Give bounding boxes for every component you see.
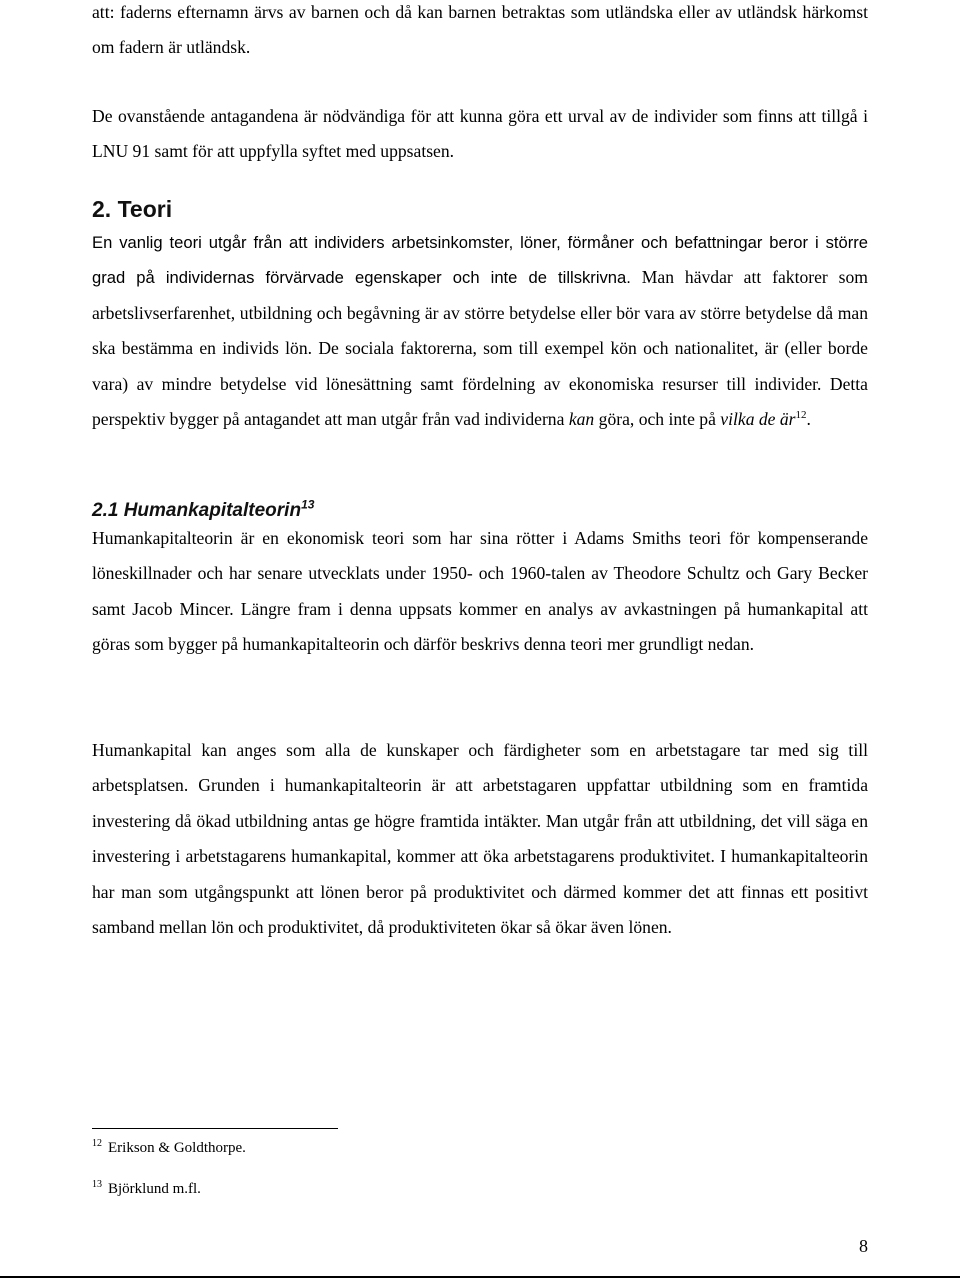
footnote-divider [92, 1128, 338, 1129]
footnote-number: 13 [92, 1179, 102, 1190]
paragraph-humankapitalteorin-1: Humankapitalteorin är en ekonomisk teori som har sina rötter i Adams Smiths teori för kompenserande löneskillnader och har senare utvecklats under 1950- och 1960-talen av Theodore Schultz och Gary Becker samt Jacob Mincer. Längre fram i denna uppsats kommer en analys av avkastningen på humankapital att göras som bygger på humankapitalteorin och därför beskrivs denna teori mer grundligt nedan. [92, 528, 868, 655]
paragraph-teori-sans-part: En vanlig teori utgår från att individers arbetsinkomster, löner, förmåner och befattningar beror i större grad på individernas förvärvade egenskaper och inte de tillskrivna. [92, 233, 868, 288]
section-heading-teori: 2. Teori [92, 196, 173, 222]
page-bottom-rule [0, 1276, 960, 1278]
footnote-12 [92, 1138, 246, 1158]
footnote-text: Björklund m.fl. [108, 1181, 201, 1197]
italic-kan: kan [568, 409, 595, 430]
paragraph-teori-serif-part: Man hävdar att faktorer som arbetslivserfarenhet, utbildning och begåvning är av större betydelse eller bör vara av större betydelse då man ska bestämma en individs lön. De sociala faktorerna, som till exempel kön och nationalitet, är (eller borde vara) av mindre betydelse vid lönesättning samt fördelning av ekonomiska resurser till individer. Detta perspektiv bygger på antagandet att man utgår från vad individerna [92, 267, 868, 430]
paragraph-teori [92, 225, 868, 437]
paragraph-continued: att: faderns efternamn ärvs av barnen och då kan barnen betraktas som utländska eller av utländsk härkomst om fadern är utländsk. [92, 2, 868, 58]
footnote-ref-12[interactable]: 12 [795, 409, 807, 422]
page-number: 8 [859, 1236, 868, 1256]
paragraph-humankapitalteorin-2: Humankapital kan anges som alla de kunskaper och färdigheter som en arbetstagare tar med sig till arbetsplatsen. Grunden i humankapitalteorin är att arbetstagaren uppfattar utbildning som en framtida investering då ökad utbildning antas ge högre framtida intäkter. Man utgår från att utbildning, det vill säga en investering i arbetstagarens humankapital, kommer att öka arbetstagarens produktivitet. I humankapitalteorin har man som utgångspunkt att lönen beror på produktivitet och därmed kommer det att finnas ett positivt samband mellan lön och produktivitet, då produktiviteten ökar så ökar även lönen. [92, 740, 868, 938]
footnote-13 [92, 1179, 201, 1199]
footnote-ref-13[interactable]: 13 [301, 497, 315, 512]
footnote-text: Erikson & Goldthorpe. [108, 1140, 246, 1156]
paragraph-teori-end: . [806, 409, 811, 430]
section-heading-humankapitalteorin-text: 2.1 Humankapitalteorin [92, 500, 302, 521]
paragraph-assumptions: De ovanstående antagandena är nödvändiga för att kunna göra ett urval av de individer som finns att tillgå i LNU 91 samt för att uppfylla syftet med uppsatsen. [92, 106, 868, 162]
paragraph-teori-middle: göra, och inte på [598, 409, 716, 430]
footnote-number: 12 [92, 1138, 102, 1149]
italic-vilka-de-ar: vilka de är [720, 409, 796, 430]
